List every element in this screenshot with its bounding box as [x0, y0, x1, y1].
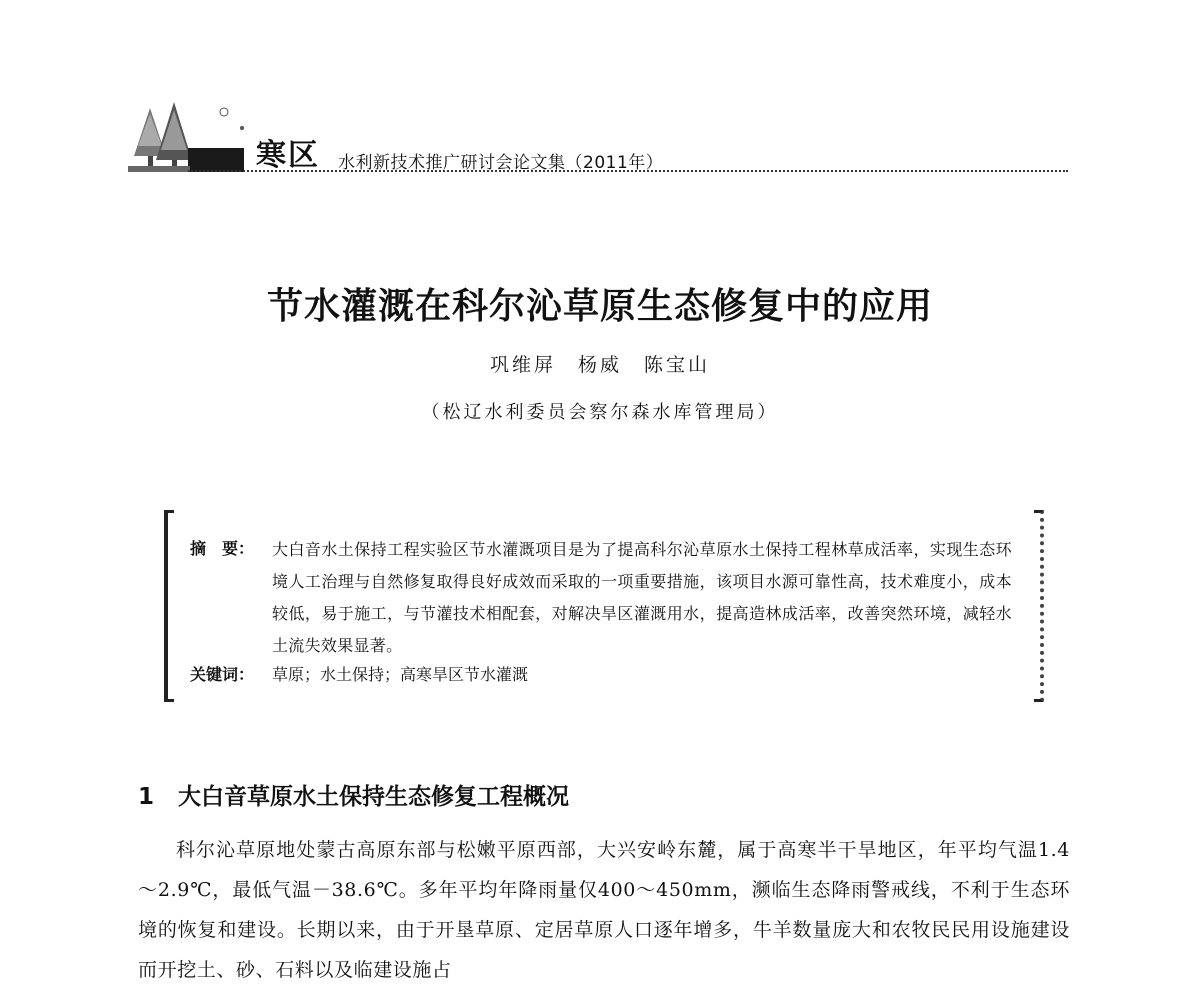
abstract-text: 大白音水土保持工程实验区节水灌溉项目是为了提高科尔沁草原水土保持工程林草成活率，实现生态环境人工治理与自然修复取得良好成效而采取的一项重要措施，该项目水源可靠性高，技术难度小，成本较低，易于施工，与节灌技术相配套，对解决旱区灌溉用水，提高造林成活率，改善突然环境，减轻水土流失效果显著。 [272, 540, 1012, 655]
keywords-text: 草原；水土保持；高寒旱区节水灌溉 [272, 665, 529, 684]
header-subtitle: 水利新技术推广研讨会论文集（2011年） [338, 153, 664, 173]
abstract-bracket-left [164, 510, 174, 702]
section-title: 大白音草原水土保持生态修复工程概况 [178, 784, 569, 810]
header-brand: 寒区 [256, 138, 320, 173]
keywords-label: 关键词： [190, 665, 255, 684]
body-paragraph: 科尔沁草原地处蒙古高原东部与松嫩平原西部，大兴安岭东麓，属于高寒半干旱地区，年平均气温1.4～2.9℃，最低气温－38.6℃。多年平均年降雨量仅400～450mm，濒临生态降雨警戒线，不利于生态环境的恢复和建设。长期以来，由于开垦草原、定居草原人口逐年增多，牛羊数量庞大和农牧民民用设施建设而开挖土、砂、石料以及临建设施占 [138, 839, 1070, 981]
abstract-box [164, 510, 1044, 702]
section-heading [138, 778, 569, 811]
abstract-label: 摘 要： [190, 539, 255, 558]
paper-title: 节水灌溉在科尔沁草原生态修复中的应用 [266, 285, 933, 327]
paper-authors: 巩维屏 杨威 陈宝山 [489, 354, 710, 376]
running-header [128, 100, 1068, 176]
paper-affiliation: （松辽水利委员会察尔森水库管理局） [421, 402, 779, 423]
pine-trees-icon [128, 100, 248, 176]
abstract-bracket-right [1034, 510, 1044, 702]
header-rule [188, 170, 1068, 172]
section-number: 1 [138, 784, 155, 810]
